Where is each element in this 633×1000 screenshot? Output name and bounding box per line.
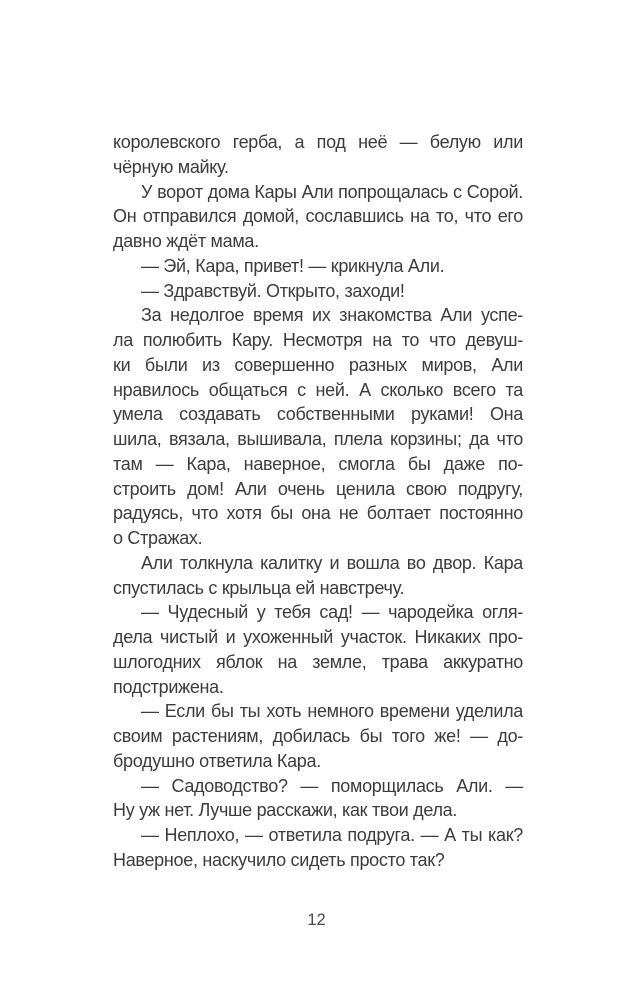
text-line: Али толкнула калитку и вошла во двор. Кара bbox=[141, 552, 523, 573]
text-line: умела создавать собственными руками! Она bbox=[113, 404, 523, 425]
text-line: — Чудесный у тебя сад! — чародейка огля- bbox=[141, 602, 523, 623]
text-line: Он отправился домой, сославшись на то, что его bbox=[113, 206, 523, 227]
text-line: радуясь, что хотя бы она не болтает постоянно bbox=[113, 503, 523, 524]
paragraph bbox=[113, 130, 523, 180]
text-line: там — Кара, наверное, смогла бы даже по- bbox=[113, 453, 523, 474]
text-line: Ну уж нет. Лучше расскажи, как твои дела. bbox=[113, 800, 458, 821]
text-line: королевского герба, а под неё — белую или bbox=[113, 132, 523, 152]
text-line: чёрную майку. bbox=[113, 156, 229, 177]
text-line: шлогодних яблок на земле, трава аккуратно bbox=[113, 651, 523, 672]
text-line: — Если бы ты хоть немного времени уделила bbox=[141, 701, 523, 722]
text-line: — Садоводство? — поморщилась Али. — bbox=[141, 775, 523, 796]
paragraph bbox=[113, 600, 523, 699]
paragraph bbox=[113, 254, 523, 279]
text-line: — Неплохо, — ответила подруга. — А ты как? bbox=[141, 825, 523, 845]
paragraph bbox=[113, 279, 523, 304]
text-line: дела чистый и ухоженный участок. Никаких про- bbox=[113, 627, 523, 647]
paragraph bbox=[113, 303, 523, 551]
text-line: о Стражах. bbox=[113, 528, 203, 548]
page-number: 12 bbox=[307, 911, 326, 929]
text-line: давно ждёт мама. bbox=[113, 231, 259, 251]
paragraph bbox=[113, 774, 523, 824]
text-line: ки были из совершенно разных миров, Али bbox=[113, 354, 523, 375]
text-line: подстрижена. bbox=[113, 676, 224, 697]
text-line: Наверное, наскучило сидеть просто так? bbox=[113, 849, 445, 870]
paragraph bbox=[113, 180, 523, 254]
text-line: За недолгое время их знакомства Али успе- bbox=[141, 305, 523, 326]
paragraph bbox=[113, 551, 523, 601]
text-line: бродушно ответила Кара. bbox=[113, 750, 321, 771]
text-line: нравилось общаться с ней. А сколько всего та bbox=[113, 379, 523, 400]
text-line: У ворот дома Кары Али попрощалась с Сорой. bbox=[141, 181, 523, 202]
text-block bbox=[113, 130, 523, 873]
text-line: ла полюбить Кару. Несмотря на то что девуш- bbox=[113, 330, 523, 350]
text-line: шила, вязала, вышивала, плела корзины; да что bbox=[113, 429, 523, 449]
paragraph bbox=[113, 823, 523, 873]
text-line: спустилась с крыльца ей навстречу. bbox=[113, 577, 405, 598]
text-line: — Здравствуй. Открыто, заходи! bbox=[141, 280, 405, 301]
text-line: строить дом! Али очень ценила свою подругу, bbox=[113, 478, 523, 499]
text-line: своим растениям, добилась бы того же! — до- bbox=[113, 726, 523, 746]
paragraph bbox=[113, 699, 523, 773]
text-line: — Эй, Кара, привет! — крикнула Али. bbox=[141, 255, 445, 276]
